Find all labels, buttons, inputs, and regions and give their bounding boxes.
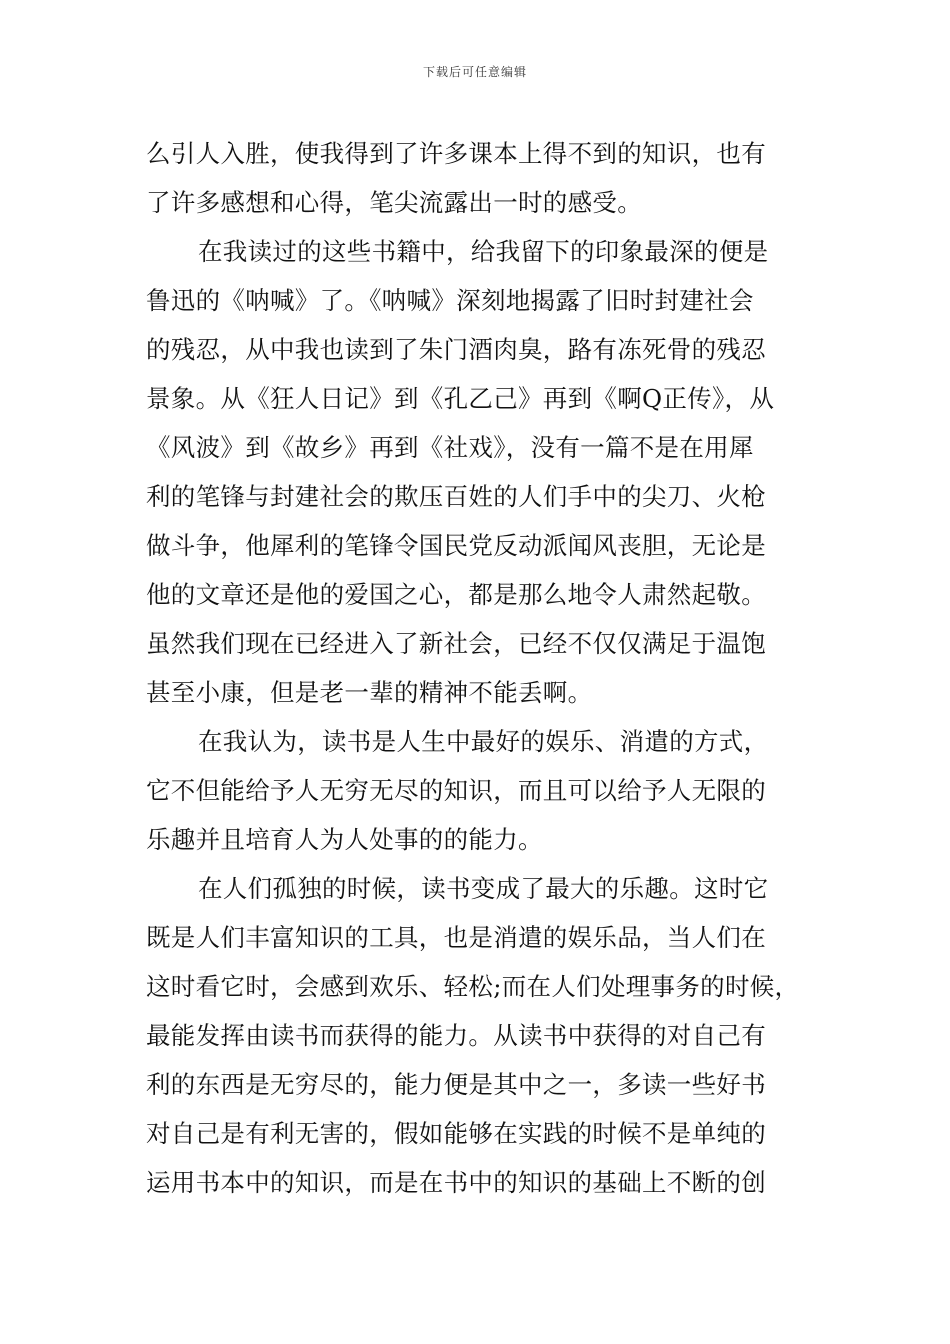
text-line: 《风波》到《故乡》再到《社戏》，没有一篇不是在用犀 [146,433,754,462]
text-line: 的残忍，从中我也读到了朱门酒肉臭，路有冻死骨的残忍 [146,335,766,364]
text-line: 最能发挥由读书而获得的能力。从读书中获得的对自己有 [146,1021,766,1050]
text-line: 了许多感想和心得，笔尖流露出一时的感受。 [146,188,642,217]
text-line: 这时看它时，会感到欢乐、轻松;而在人们处理事务的时候， [146,972,800,1001]
text-line: 利的笔锋与封建社会的欺压百姓的人们手中的尖刀、火枪 [146,482,766,511]
text-line: 鲁迅的《呐喊》了。《呐喊》深刻地揭露了旧时封建社会 [146,286,754,315]
text-line: 做斗争，他犀利的笔锋令国民党反动派闻风丧胆，无论是 [146,531,766,560]
page-header: 下载后可任意编辑 [422,65,527,79]
text-line: 他的文章还是他的爱国之心，都是那么地令人肃然起敬。 [146,580,766,609]
text-line: 甚至小康，但是老一辈的精神不能丢啊。 [146,678,593,707]
text-line: 运用书本中的知识，而是在书中的知识的基础上不断的创 [146,1168,766,1197]
text-line: 虽然我们现在已经进入了新社会，已经不仅仅满足于温饱 [146,629,766,658]
text-line: 乐趣并且培育人为人处事的的能力。 [146,825,543,854]
text-line: 景象。从《狂人日记》到《孔乙己》再到《啊Q正传》，从 [146,384,775,413]
text-line: 对自己是有利无害的，假如能够在实践的时候不是单纯的 [146,1119,766,1148]
text-line: 它不但能给予人无穷无尽的知识，而且可以给予人无限的 [146,776,766,805]
text-line: 既是人们丰富知识的工具，也是消遣的娱乐品，当人们在 [146,923,766,952]
paragraph-first-line: 在我认为，读书是人生中最好的娱乐、消遣的方式， [198,727,769,756]
document-body [146,129,826,1207]
paragraph-first-line: 在我读过的这些书籍中，给我留下的印象最深的便是 [198,237,769,266]
text-line: 利的东西是无穷尽的，能力便是其中之一，多读一些好书 [146,1070,766,1099]
text-line: 么引人入胜，使我得到了许多课本上得不到的知识，也有 [146,139,766,168]
paragraph-first-line: 在人们孤独的时候，读书变成了最大的乐趣。这时它 [198,874,769,903]
